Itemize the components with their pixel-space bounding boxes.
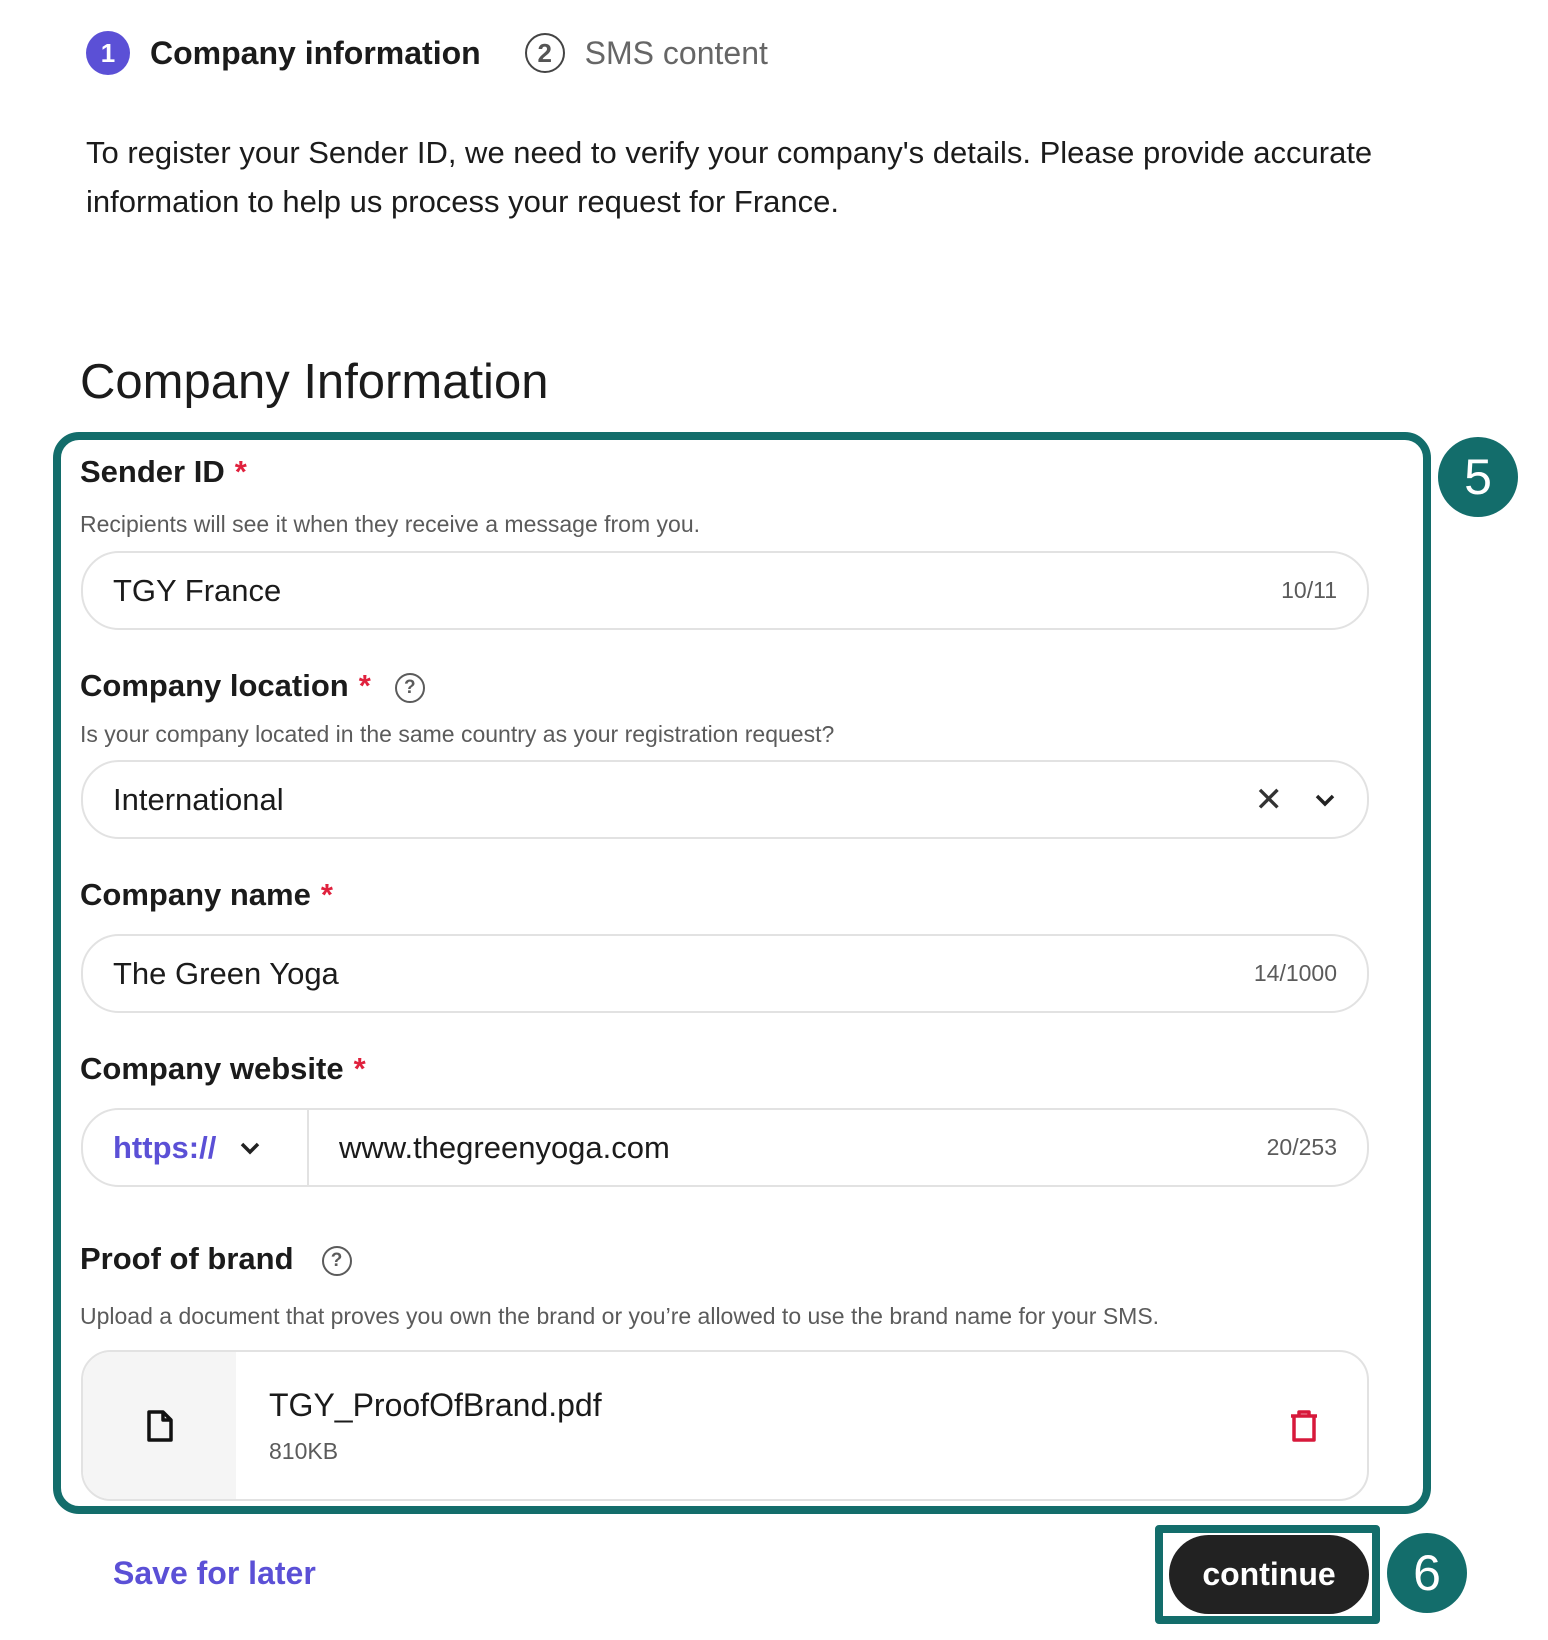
sender-id-help: Recipients will see it when they receive a message from you.	[80, 511, 701, 537]
company-location-help: Is your company located in the same country as your registration request?	[80, 721, 835, 747]
company-website-input-group	[81, 1108, 1369, 1187]
company-location-select[interactable]	[81, 760, 1369, 839]
protocol-select[interactable]	[83, 1110, 309, 1185]
sender-id-label: Sender ID *	[80, 454, 247, 489]
proof-of-brand-label: Proof of brand ?	[80, 1241, 352, 1277]
file-thumbnail	[83, 1352, 236, 1499]
step-1-badge: 1	[86, 31, 130, 75]
step-1-label[interactable]: Company information	[150, 34, 481, 71]
help-icon[interactable]: ?	[395, 673, 425, 703]
continue-button[interactable]: continue	[1169, 1535, 1369, 1614]
file-size: 810KB	[269, 1437, 339, 1464]
uploaded-file-card	[81, 1350, 1369, 1501]
company-name-input[interactable]	[81, 934, 1369, 1013]
stepper	[86, 31, 768, 75]
annotation-badge-5: 5	[1438, 437, 1518, 517]
help-icon[interactable]: ?	[322, 1246, 352, 1276]
section-title: Company Information	[80, 355, 549, 409]
annotation-badge-6: 6	[1387, 1533, 1467, 1613]
save-for-later-link[interactable]: Save for later	[113, 1555, 316, 1591]
intro-text: To register your Sender ID, we need to verify your company's details. Please provide accurate information to help us process your request for France.	[86, 135, 1373, 219]
company-location-value: International	[113, 781, 284, 817]
file-icon	[145, 1409, 175, 1443]
delete-trash-icon[interactable]	[1289, 1409, 1319, 1443]
chevron-down-icon	[238, 1140, 262, 1156]
sender-id-input[interactable]	[81, 551, 1369, 630]
step-2-badge: 2	[525, 33, 565, 73]
company-location-label: Company location * ?	[80, 668, 425, 704]
company-name-value: The Green Yoga	[113, 955, 339, 991]
company-website-counter: 20/253	[1266, 1134, 1337, 1160]
company-name-counter: 14/1000	[1253, 960, 1337, 986]
company-website-label: Company website *	[80, 1051, 366, 1086]
sender-id-counter: 10/11	[1281, 577, 1337, 603]
clear-icon[interactable]: ✕	[1254, 780, 1283, 819]
company-website-value[interactable]: www.thegreenyoga.com	[339, 1129, 670, 1165]
file-name: TGY_ProofOfBrand.pdf	[269, 1386, 602, 1423]
company-name-label: Company name *	[80, 877, 333, 912]
chevron-down-icon[interactable]	[1313, 792, 1337, 808]
protocol-value: https://	[113, 1129, 217, 1165]
step-2-label[interactable]: SMS content	[584, 34, 768, 71]
proof-of-brand-help: Upload a document that proves you own the brand or you’re allowed to use the brand name for your SMS.	[80, 1303, 1160, 1329]
sender-id-value: TGY France	[113, 572, 282, 608]
